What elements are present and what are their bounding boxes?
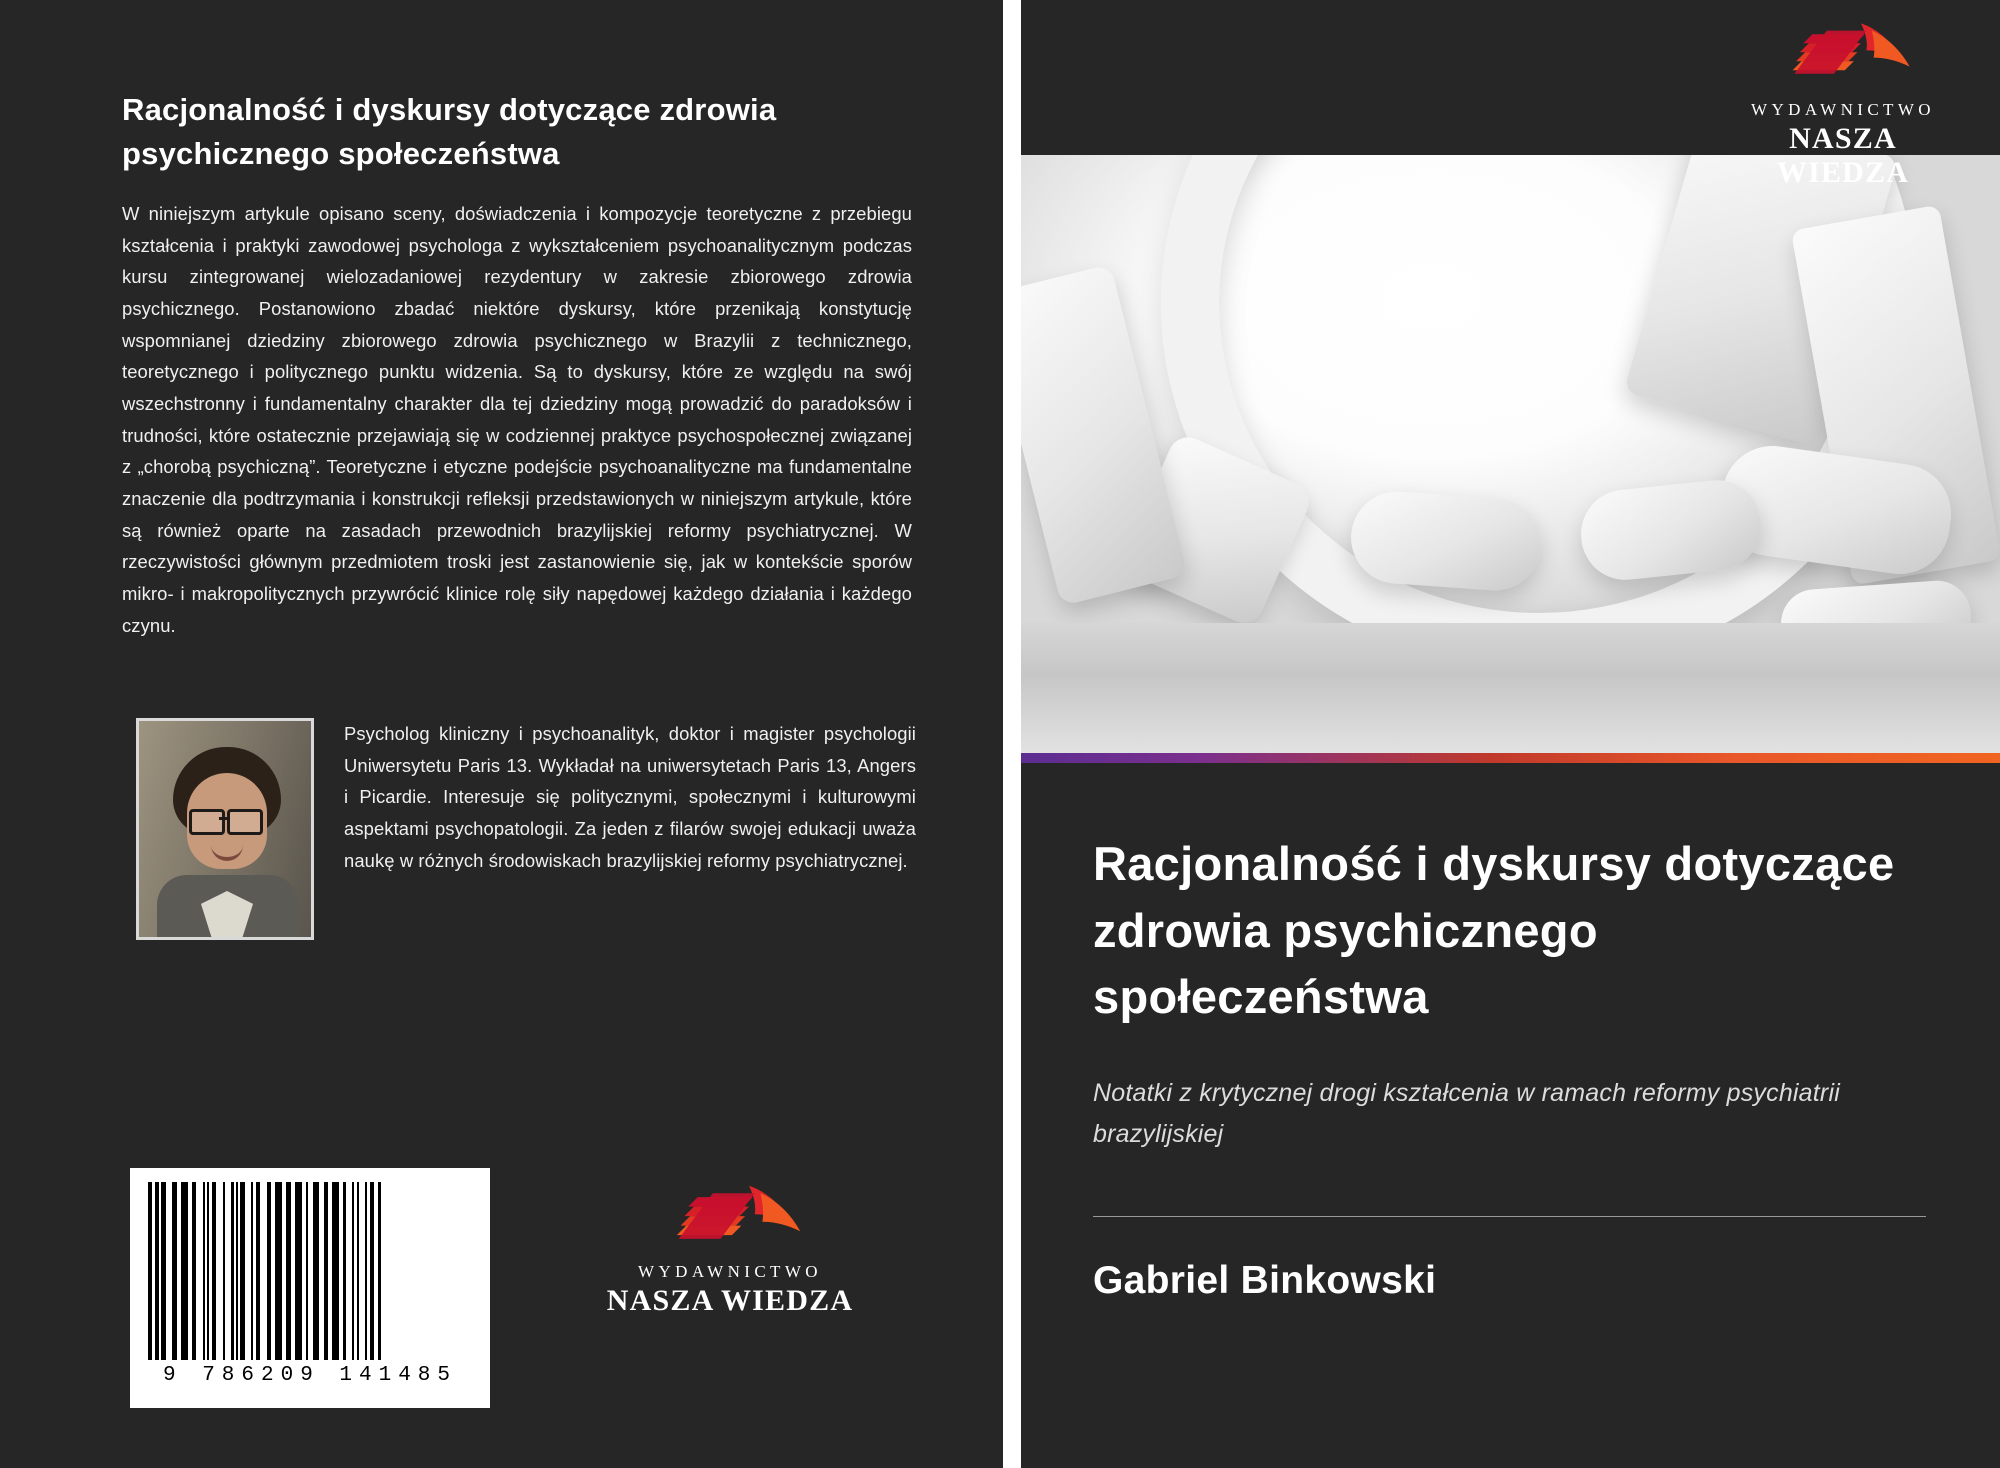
back-cover-text-block [122,88,912,641]
barcode-number: 9 786209 141485 [162,1364,458,1387]
publisher-name-top: WYDAWNICTWO [1751,100,1935,119]
front-cover-subtitle: Notatki z krytycznej drogi kształcenia w ramach reformy psychiatrii brazylijskiej [1093,1079,1840,1148]
front-cover-top-bar [1021,0,2000,189]
publisher-name-top: WYDAWNICTWO [638,1262,822,1281]
accent-divider [1021,753,2000,763]
title-author-divider [1093,1216,1926,1217]
book-wing-logo-icon [1724,18,1962,94]
author-bio: Psycholog kliniczny i psychoanalityk, doktor i magister psychologii Uniwersytetu Paris 13. Wykładał na uniwersytetach Paris 13, Angers i Picardie. Interesuje się politycznymi, społecznymi i kulturowymi aspektami psychopatologii. Za jeden z filarów swojej edukacji uważa naukę w różnych środowiskach brazylijskiej reformy psychiatrycznej. [344,723,916,871]
front-cover-title: Racjonalność i dyskursy dotyczące zdrowia psychicznego społeczeństwa [1093,837,1895,1024]
publisher-name-main: NASZA WIEDZA [606,1284,854,1317]
front-cover-panel [1021,0,2000,1468]
cover-image-shape [1348,488,1544,593]
back-cover-abstract: W niniejszym artykule opisano sceny, doświadczenia i kompozycje teoretyczne z przebiegu kształcenia i praktyki zawodowej psychologa z wykształceniem psychoanalitycznym podczas kursu zintegrowanej wielozadaniowej rezydentury w zakresie zbiorowego zdrowia psychicznego. Postanowiono zbadać niektóre dyskursy, które przenikają konstytucję wspomnianej dziedziny zbiorowego zdrowia psychicznego w Brazylii z technicznego, teoretycznego i politycznego punktu widzenia. Są to dyskursy, które ze względu na swój wszechstronny i fundamentalny charakter dla tej dziedziny mogą prowadzić do paradoksów i trudności, które ostatecznie przejawiają się w codziennej praktyce psychospołecznej związanej z „chorobą psychiczną”. Teoretyczne i etyczne podejście psychoanalityczne ma fundamentalne znaczenie dla podtrzymania i konstrukcji refleksji przedstawionych w niniejszym artykule, które są również oparte na zasadach przewodnich brazylijskiej reformy psychiatrycznej. W rzeczywistości głównym przedmiotem troski jest zastanowienie się, jak w kontekście sporów mikro- i makropolitycznych przywrócić klinice rolę siły napędowej każdego działania i każdego czynu. [122,203,912,636]
photo-glasses-right [227,809,263,835]
front-cover-image [1021,155,2000,753]
barcode-bars [148,1182,472,1360]
back-cover-title: Racjonalność i dyskursy dotyczące zdrowia psychicznego społeczeństwa [122,92,777,172]
book-spine [1003,0,1021,1468]
author-block [136,718,916,940]
publisher-logo-back [600,1180,860,1318]
book-wing-logo-icon [600,1180,860,1256]
publisher-name-main: NASZA WIEDZA [1776,122,1910,189]
front-cover-author: Gabriel Binkowski [1093,1259,1437,1303]
photo-glasses-bridge [219,817,227,820]
photo-glasses-left [189,809,225,835]
front-cover-text-block [1021,763,2000,1468]
barcode [130,1168,490,1408]
publisher-logo-front [1724,18,1962,190]
cover-image-floor [1021,623,2000,753]
author-photo [136,718,314,940]
